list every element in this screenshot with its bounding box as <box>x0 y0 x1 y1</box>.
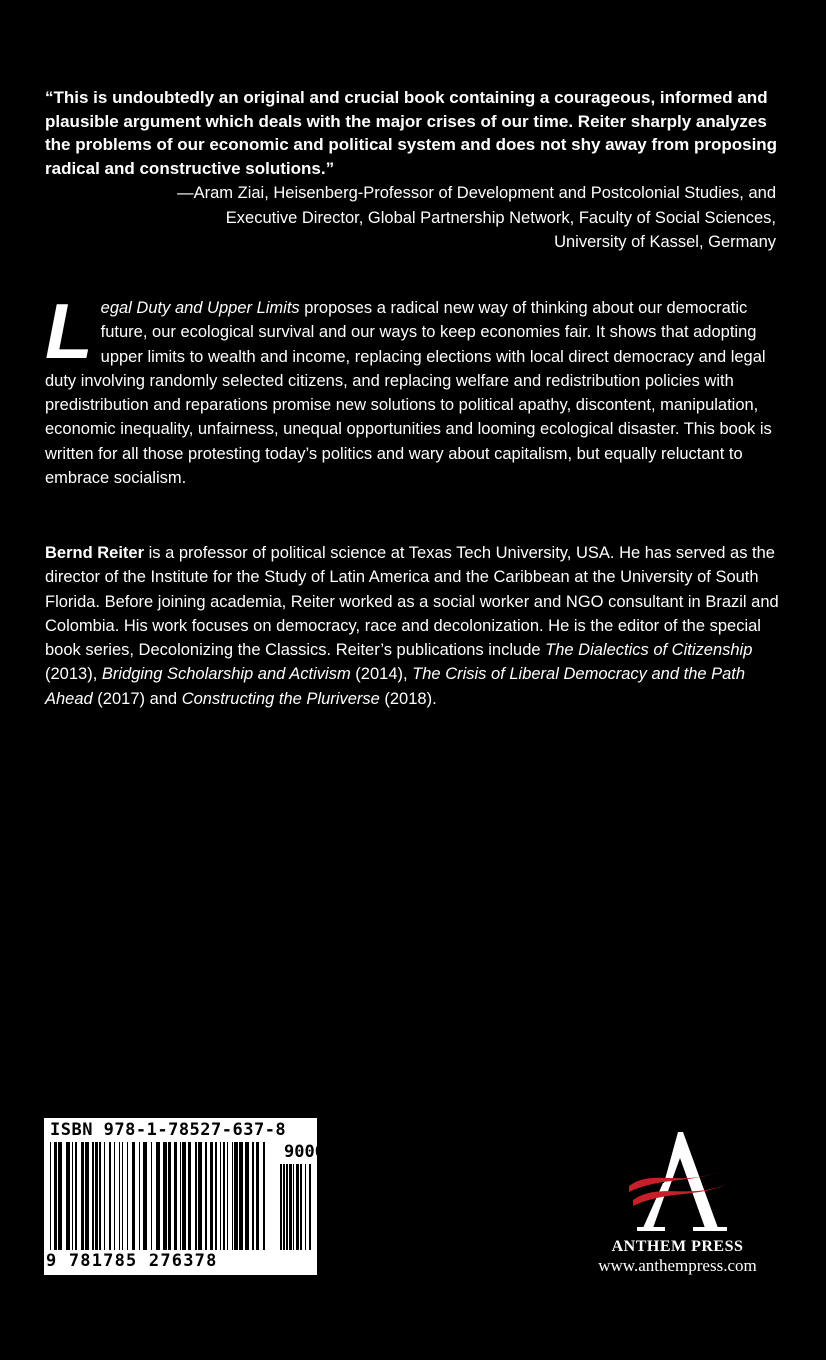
publisher-logo <box>575 1128 780 1276</box>
barcode-bar <box>85 1142 89 1250</box>
barcode-bar <box>234 1142 238 1250</box>
barcode-bars <box>50 1142 268 1250</box>
publisher-name: ANTHEM PRESS <box>611 1238 744 1255</box>
barcode-bar <box>223 1142 225 1250</box>
attribution-line: University of Kassel, Germany <box>554 233 776 251</box>
attribution-line: —Aram Ziai, Heisenberg-Professor of Development and Postcolonial Studies, and <box>177 184 776 202</box>
book-title: egal Duty and Upper Limits <box>100 299 300 317</box>
barcode-bar <box>227 1142 228 1250</box>
barcode-bar <box>54 1142 57 1250</box>
barcode-bar <box>180 1142 181 1250</box>
barcode-bar <box>99 1142 101 1250</box>
barcode-bar <box>245 1142 249 1250</box>
barcode-bar <box>220 1142 221 1250</box>
barcode-bar <box>309 1164 311 1250</box>
barcode-bar <box>293 1164 294 1250</box>
barcode-bar <box>75 1142 77 1250</box>
barcode-bar <box>305 1164 306 1250</box>
barcode-bar <box>114 1142 115 1250</box>
publication-title: Bridging Scholarship and Activism <box>101 665 351 684</box>
barcode-bar <box>132 1142 135 1250</box>
barcode-bar <box>198 1142 202 1250</box>
barcode-bar <box>263 1142 265 1250</box>
isbn-number: ISBN 978-1-78527-637-8 <box>50 1120 287 1140</box>
barcode-bar <box>151 1142 152 1250</box>
barcode-bar <box>283 1164 285 1250</box>
isbn-barcode <box>44 1118 336 1275</box>
barcode-bar <box>95 1142 98 1250</box>
barcode-bar <box>174 1142 177 1250</box>
barcode-bar <box>182 1142 186 1250</box>
barcode-bar <box>156 1142 160 1250</box>
barcode-bar <box>143 1142 147 1250</box>
publication-title: Constructing the Pluriverse <box>181 689 380 708</box>
barcode-bar <box>252 1142 254 1250</box>
barcode-bar <box>104 1142 105 1250</box>
endorsement-quote: “This is undoubtedly an original and crucial book containing a courageous, informed and plausible argument which deals with the major crises of our time. Reiter sharply analyzes the problems of our economic and political system and does not shy away from proposing radical and constructive solutions.” <box>45 88 778 178</box>
barcode-bar <box>289 1164 292 1250</box>
barcode-bar <box>122 1142 123 1250</box>
barcode-bar <box>58 1142 62 1250</box>
bio-text: (2017) and <box>92 689 182 708</box>
barcode-bar <box>72 1142 73 1250</box>
barcode-bar <box>205 1142 207 1250</box>
barcode-bar <box>300 1164 302 1250</box>
barcode-bar <box>66 1142 70 1250</box>
barcode-bar <box>215 1142 217 1250</box>
barcode-bar <box>195 1142 197 1250</box>
barcode-bar <box>92 1142 94 1250</box>
barcode-bar <box>139 1142 140 1250</box>
publisher-url[interactable]: www.anthempress.com <box>598 1256 757 1275</box>
anthem-a-icon <box>623 1128 733 1236</box>
barcode-bar <box>286 1164 288 1250</box>
price-code: 90000 <box>284 1142 336 1162</box>
drop-cap: L <box>45 287 93 375</box>
book-description <box>45 287 785 490</box>
endorsement-attribution <box>41 181 776 255</box>
barcode-bar <box>109 1142 111 1250</box>
publication-title: The Crisis of Liberal Democracy and the Path Ahead <box>45 665 746 708</box>
barcode-bar <box>81 1142 84 1250</box>
bio-text: (2014), <box>350 665 413 684</box>
publication-title: The Dialectics of Citizenship <box>545 641 753 660</box>
attribution-line: Executive Director, Global Partnership Network, Faculty of Social Sciences, <box>225 208 776 227</box>
barcode-bar <box>239 1142 243 1250</box>
barcode-bar <box>127 1142 128 1250</box>
barcode-bar <box>280 1164 282 1250</box>
description-text: proposes a radical new way of thinking about our democratic future, our ecological survival and our ways to keep economies fair. It shows that adopting upper limits to wealth and income, replacing elections with local direct democracy and legal duty involving randomly selected citizens, and replacing welfare and redistribution policies with predistribution and reparations promise new solutions to political apathy, discontent, manipulation, economic inequality, unfairness, unequal opportunities and looming ecological disaster. This book is written for all those protesting today’s politics and wary about capitalism, but equally reluctant to embrace socialism. <box>45 299 772 488</box>
barcode-bar <box>168 1142 171 1250</box>
author-name: Bernd Reiter <box>45 544 145 562</box>
bio-text: is a professor of political science at Texas Tech University, USA. He has served as the director of the Institute for the Study of Latin America and the Caribbean at the University of South Florida. Before joining academia, Reiter worked as a social worker and NGO consultant in Brazil and Colombia. His work focuses on democracy, race and decolonization. He is the editor of the special book series, Decolonizing the Classics. Reiter’s publications include <box>45 544 779 660</box>
barcode-bar <box>163 1142 167 1250</box>
ean-digits: 9 781785 276378 <box>46 1251 218 1271</box>
bio-text: (2018). <box>379 689 437 708</box>
barcode-bar <box>188 1142 191 1250</box>
barcode-bar <box>210 1142 213 1250</box>
bio-text: (2013), <box>45 665 102 684</box>
barcode-bar <box>232 1142 233 1250</box>
barcode-bar <box>50 1142 51 1250</box>
barcode-bar <box>119 1142 120 1250</box>
barcode-bar <box>256 1142 259 1250</box>
author-bio <box>45 541 785 711</box>
barcode-bar <box>296 1164 299 1250</box>
barcode-addon-bars <box>280 1164 314 1250</box>
